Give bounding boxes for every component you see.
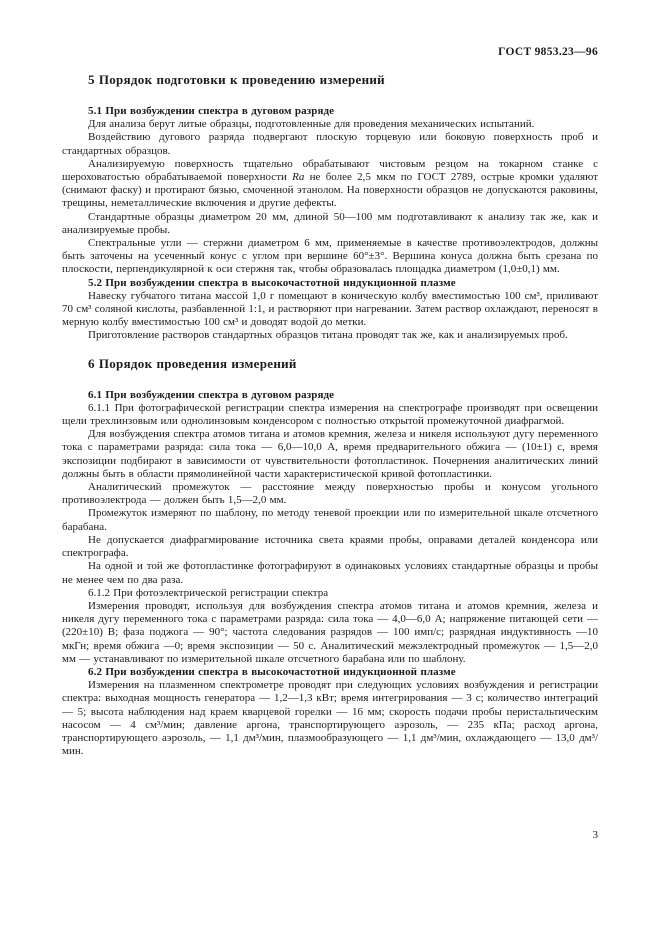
paragraph: Для возбуждения спектра атомов титана и атомов кремния, железа и никеля используют дугу переменного тока с параметрами разряда: сила тока — 6,0—10,0 А, время предварительного обжига — (10±1) с, время экспозиции подбирают в зависимости от чувствительности фотопластинок. Почернения аналитических линий должны быть в области прямолинейной части характеристической кривой фотопластинки. [62, 428, 598, 480]
section-6-title: 6 Порядок проведения измерений [88, 355, 297, 371]
paragraph: Воздействию дугового разряда подвергают плоскую торцевую или боковую поверхность проб и стандартных образцов. [62, 131, 598, 157]
section-5-2-heading: 5.2 При возбуждении спектра в высокочастотной индукционной плазме [88, 276, 456, 289]
paragraph: Не допускается диафрагмирование источника света краями пробы, оправами деталей конденсора или спектрографа. [62, 533, 598, 560]
paragraph: Аналитический промежуток — расстояние между поверхностью пробы и конусом угольного противоэлектрода — должен быть 1,5—2,0 мм. [62, 481, 598, 507]
section-5-1-heading: 5.1 При возбуждении спектра в дуговом разряде [88, 105, 335, 117]
paragraph: Навеску губчатого титана массой 1,0 г помещают в коническую колбу вместимостью 100 см³, приливают 70 см³ соляной кислоты, разбавленной 1:1, и растворяют при нагревании. Затем раствор охлаждают, переносят в мерную колбу вместимостью 100 см³ и доводят водой до метки. [62, 289, 598, 329]
paragraph: Измерения проводят, используя для возбуждения спектра атомов титана и атомов кремния, железа и никеля дугу переменного тока с параметрами разряда: сила тока — 4,0—6,0 А; напряжение питающей сети — (220±10) В; фаза поджога — 90°; частота следования разрядов — 100 имп/с; разрядная индуктивность —10 мкГн; время обжига —0; время экспозиции — 50 с. Аналитический межэлектродный промежуток — 1,5—2,0 мм — устанавливают по измерительной шкале отсчетного барабана или по шаблону. [62, 599, 598, 665]
paragraph: Промежуток измеряют по шаблону, по методу теневой проекции или по измерительной шкале отсчетного барабана. [62, 507, 598, 533]
paragraph: Анализируемую поверхность тщательно обрабатывают чистовым резцом на токарном станке с шероховатостью обрабатываемой поверхности Ra не более 2,5 мкм по ГОСТ 2789, острые кромки удаляют (снимают фаску) и протирают бязью, смоченной этанолом. На поверхности образцов не допускаются раковины, трещины, неметаллические включения и другие дефекты. [62, 157, 598, 210]
paragraph: Приготовление растворов стандартных образцов титана проводят так же, как и анализируемых проб. [88, 329, 568, 342]
paragraph: 6.1.2 При фотоэлектрической регистрации спектра [88, 586, 329, 599]
doc-code: ГОСТ 9853.23—96 [498, 46, 598, 58]
paragraph: Спектральные угли — стержни диаметром 6 мм, применяемые в качестве противоэлектродов, должны быть заточены на усеченный конус с углом при вершине 60°±3°. Вершина конуса должна быть срезана по плоскости, перпендикулярной к оси стержня так, чтобы образовалась площадка диаметром (1,0±0,1) мм. [62, 237, 598, 276]
paragraph: Для анализа берут литые образцы, подготовленные для проведения механических испытаний. [88, 118, 535, 131]
paragraph: 6.1.1 При фотографической регистрации спектра измерения на спектрографе производят при освещении щели трехлинзовым или однолинзовым конденсором с полностью открытой промежуточной диафрагмой. [62, 401, 598, 428]
page-number: 3 [592, 829, 598, 841]
section-5-title: 5 Порядок подготовки к проведению измерений [88, 72, 385, 87]
document-body [62, 59, 598, 758]
paragraph: Измерения на плазменном спектрометре проводят при следующих условиях возбуждения и регистрации спектра: выходная мощность генератора — 1,2—1,3 кВт; время интегрирования — 3 с; количество интеграций — 5; высота наблюдения над краем кварцевой горелки — 16 мм; скорость подачи пробы перистальтическим насосом — 4 см³/мин; давление аргона, транспортирующего аэрозоль, — 235 кПа; расход аргона, транспортирующего аэрозоль, — 1,1 дм³/мин, плазмообразующего — 1,1 дм³/мин, охлаждающего — 13,0 дм³/мин. [62, 679, 598, 758]
running-header [62, 46, 598, 59]
section-6-1-heading: 6.1 При возбуждении спектра в дуговом разряде [88, 388, 335, 401]
paragraph: На одной и той же фотопластинке фотографируют в одинаковых условиях стандартные образцы и пробы не менее чем по два раза. [62, 560, 598, 586]
paragraph: Стандартные образцы диаметром 20 мм, длиной 50—100 мм подготавливают к анализу так же, как и анализируемые пробы. [62, 210, 598, 236]
section-6-2-heading: 6.2 При возбуждении спектра в высокочастотной индукционной плазме [88, 665, 456, 678]
